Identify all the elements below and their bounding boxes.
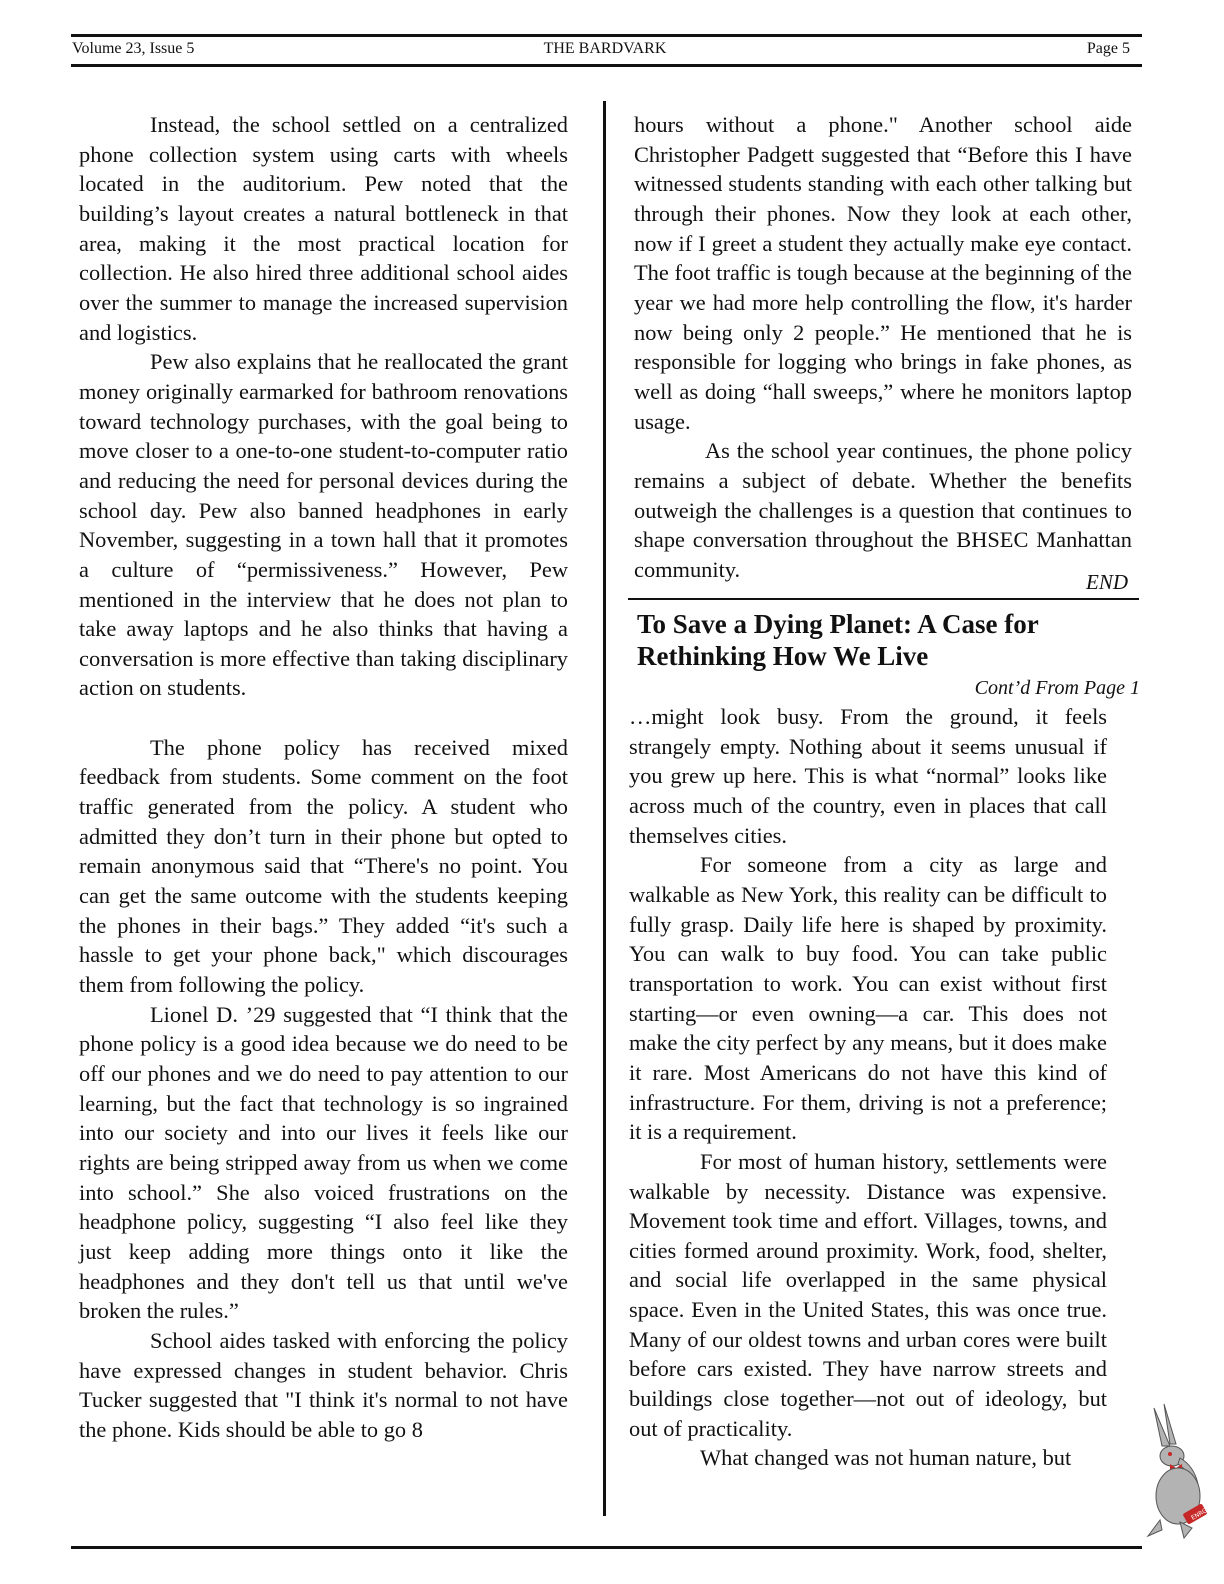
paragraph: Pew also explains that he reallocated the grant money originally earmarked for bathroom renovations toward technology purchases, with the goal being to move closer to a one-to-one student-to-computer ratio and reducing the need for personal devices during the school day. Pew also banned headphones in early November, suggesting in a town hall that it promotes a culture of “permissiveness.” However, Pew mentioned in the interview that he does not plan to take away laptops and he also thinks that having a conversation is more effective than taking disciplinary action on students. <box>79 349 568 701</box>
footer-rule <box>71 1546 1142 1549</box>
paragraph: For someone from a city as large and walkable as New York, this reality can be difficult to fully grasp. Daily life here is shaped by proximity. You can walk to buy food. You can take public transportation to work. You can exist without first starting—or even owning—a car. This does not make the city perfect by any means, but it does make it rare. Most Americans do not have this kind of infrastructure. For them, driving is not a preference; it is a requirement. <box>629 852 1107 1145</box>
newspaper-title: THE BARDVARK <box>543 40 667 57</box>
paragraph: For most of human history, settlements were walkable by necessity. Distance was expensive. Movement took time and effort. Villages, towns, and cities formed around proximity. Work, food, shelter, and social life overlapped in the same physical space. Even in the United States, this was once true. Many of our oldest towns and urban cores were built before cars existed. They have narrow streets and buildings close together—not out of ideology, but out of practicality. <box>629 1148 1107 1441</box>
right-column-continuation <box>634 110 1132 585</box>
header-top-rule <box>71 34 1142 37</box>
paragraph-gap <box>79 703 568 733</box>
article-body <box>629 702 1107 1473</box>
paragraph: The phone policy has received mixed feedback from students. Some comment on the foot traffic generated from the policy. A student who admitted they don’t turn in their phone but opted to remain anonymous said that “There's no point. You can get the same outcome with the students keeping the phones in their bags.” They added “it's such a hassle to get your phone back," which discourages them from following the policy. <box>79 734 568 998</box>
paragraph: hours without a phone." Another school aide Christopher Padgett suggested that “Before this I have witnessed students standing with each other talking but through their phones. Now they look at each other, now if I greet a student they actually make eye contact. The foot traffic is tough because at the beginning of the year we had more help controlling the flow, it's harder now being only 2 people.” He mentioned that he is responsible for logging who brings in fake phones, as well as doing “hall sweeps,” where he monitors laptop usage. <box>634 112 1132 434</box>
paragraph: Instead, the school settled on a centralized phone collection system using carts with wheels located in the auditorium. Pew noted that the building’s layout creates a natural bottleneck in that area, making it the most practical location for collection. He also hired three additional school aides over the summer to manage the increased supervision and logistics. <box>79 112 568 345</box>
page-number: Page 5 <box>1086 40 1130 57</box>
volume-issue: Volume 23, Issue 5 <box>72 40 195 57</box>
left-column <box>79 110 568 1445</box>
article-separator <box>628 598 1139 600</box>
paragraph: School aides tasked with enforcing the policy have expressed changes in student behavior. Chris Tucker suggested that "I think it's normal to not have the phone. Kids should be able to go 8 <box>79 1327 568 1442</box>
paragraph: Lionel D. ’29 suggested that “I think that the phone policy is a good idea because we do need to be off our phones and we do need to pay attention to our learning, but the fact that technology is so ingrained into our society and into our lives it feels like our rights are being stripped away from us when we come into school.” She also voiced frustrations on the headphone policy, suggesting “I also feel like they just keep adding more things onto it like the headphones and they don't tell us that until we've broken the rules.” <box>79 1001 568 1324</box>
continued-from-note: Cont’d From Page 1 <box>974 677 1140 699</box>
column-divider <box>603 101 606 1516</box>
mascot-badge: ENRG <box>1190 1507 1209 1522</box>
paragraph: As the school year continues, the phone policy remains a subject of debate. Whether the benefits outweigh the challenges is a question that continues to shape conversation throughout the BHSEC Manhattan community. <box>634 438 1132 582</box>
aardvark-mascot-icon <box>1140 1400 1210 1540</box>
paragraph: …might look busy. From the ground, it feels strangely empty. Nothing about it seems unusual if you grew up here. This is what “normal” looks like across much of the country, even in places that call themselves cities. <box>629 704 1107 848</box>
paragraph: What changed was not human nature, but <box>700 1445 1072 1471</box>
header-bottom-rule <box>71 64 1142 67</box>
end-mark: END <box>1086 570 1128 594</box>
article-headline: To Save a Dying Planet: A Case for Rethinking How We Live <box>637 609 1039 671</box>
